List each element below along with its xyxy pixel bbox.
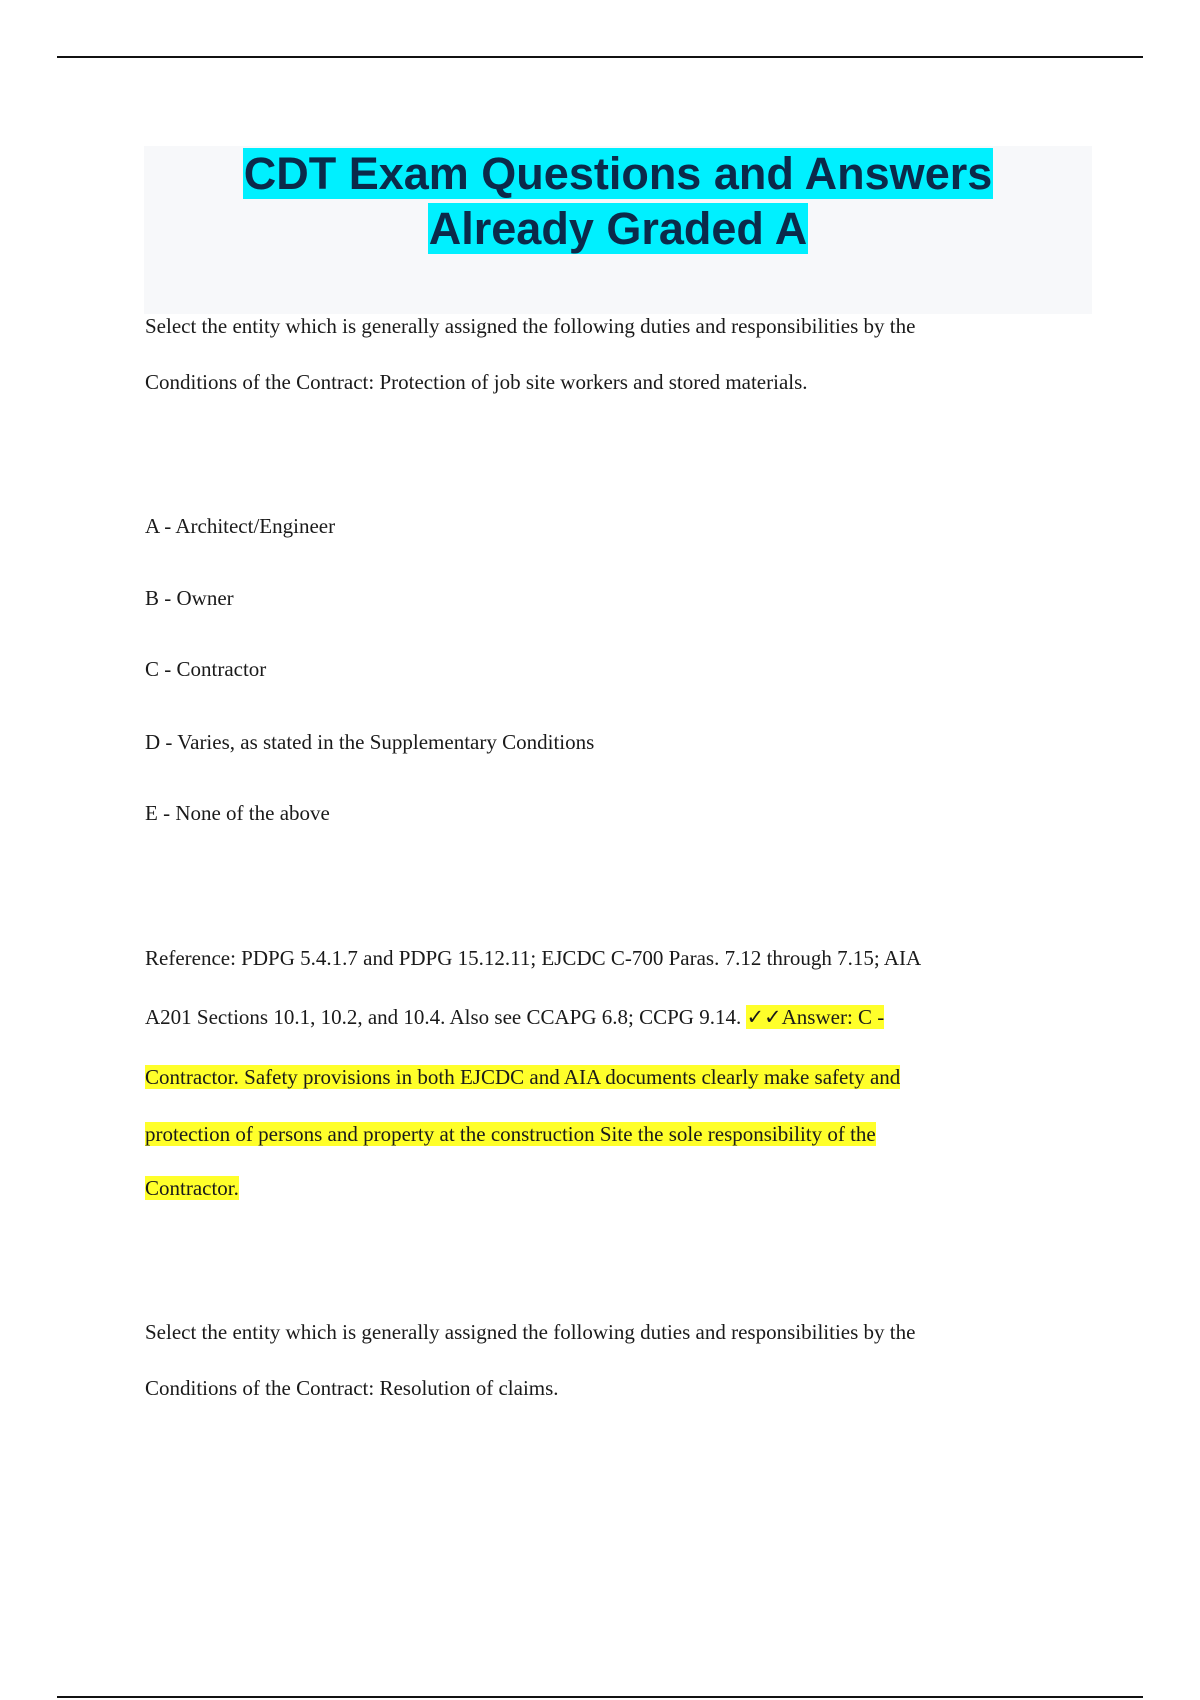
- q1-prompt-line-1: Select the entity which is generally assigned the following duties and responsibilities by the: [145, 314, 916, 338]
- q1-answer-line-3: protection of persons and property at the construction Site the sole responsibility of the: [145, 1122, 876, 1146]
- title-block: [144, 146, 1092, 314]
- title-line-2: Already Graded A: [428, 203, 808, 254]
- q1-option-c: C - Contractor: [145, 657, 267, 681]
- q1-reference-line-2-text: A201 Sections 10.1, 10.2, and 10.4. Also see CCAPG 6.8; CCPG 9.14.: [145, 1005, 742, 1029]
- q1-option-b: B - Owner: [145, 586, 234, 610]
- q2-prompt-line-1: Select the entity which is generally assigned the following duties and responsibilities by the: [145, 1320, 916, 1344]
- q1-answer-line-2-wrap: [145, 1063, 900, 1091]
- title-line-1: CDT Exam Questions and Answers: [243, 148, 993, 199]
- q1-option-d: D - Varies, as stated in the Supplementary Conditions: [145, 730, 595, 754]
- q1-answer-line-1: ✓✓Answer: C -: [746, 1005, 885, 1029]
- q2-prompt-line-2: Conditions of the Contract: Resolution of claims.: [145, 1376, 559, 1400]
- q1-prompt-line-2: Conditions of the Contract: Protection of job site workers and stored materials.: [145, 370, 808, 394]
- q1-option-e: E - None of the above: [145, 801, 330, 825]
- q1-reference-line-2: [145, 1003, 884, 1031]
- q1-reference-line-1: Reference: PDPG 5.4.1.7 and PDPG 15.12.11; EJCDC C-700 Paras. 7.12 through 7.15; AIA: [145, 946, 922, 970]
- top-rule: [57, 56, 1143, 58]
- q1-answer-line-3-wrap: [145, 1120, 876, 1148]
- q1-option-a: A - Architect/Engineer: [145, 514, 336, 538]
- q1-answer-line-4-wrap: [145, 1174, 239, 1202]
- q1-answer-line-4: Contractor.: [145, 1176, 239, 1200]
- bottom-rule: [57, 1696, 1143, 1698]
- q1-answer-line-2: Contractor. Safety provisions in both EJCDC and AIA documents clearly make safety and: [145, 1065, 901, 1089]
